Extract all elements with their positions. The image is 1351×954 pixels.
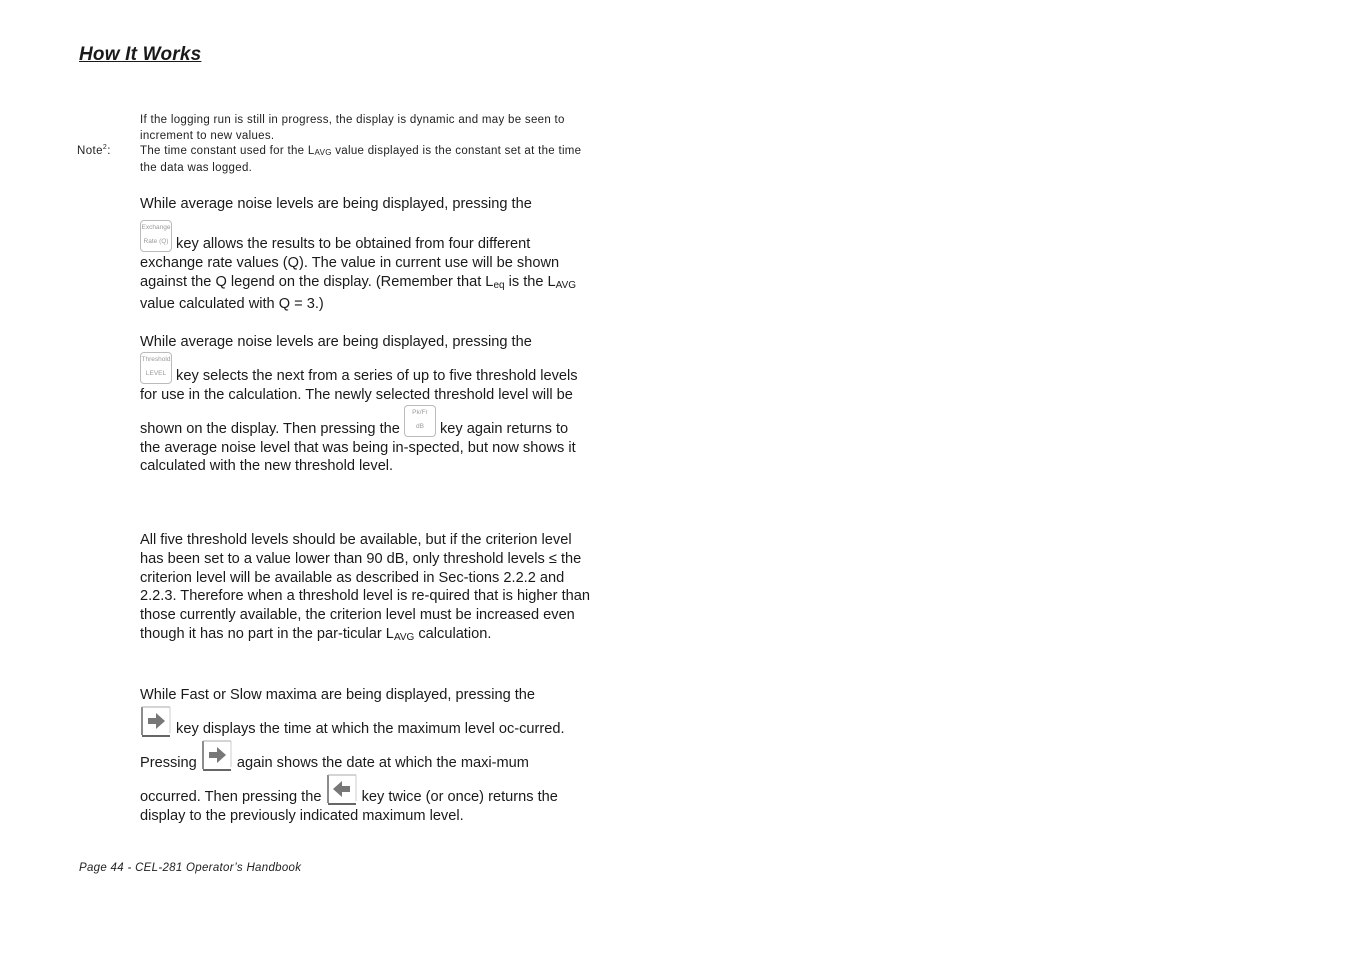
- right-arrow-key-icon: [140, 705, 172, 737]
- pk-fr-db-key-icon: Pk/Fr dB: [404, 405, 436, 437]
- paragraph-exchange-rate: While average noise levels are being displayed, pressing the Exchange Rate (Q) key allows the results to be obtained from four different exchange rate values (Q). The value in current use will be shown against the Q legend on the display. (Remember that $L_{eq}$ is the $L_{AVG}$ value calculated with Q = 3.): [140, 196, 577, 313]
- note-label: Note$^2$:: [77, 144, 111, 157]
- page-title: How It Works: [79, 44, 202, 65]
- threshold-level-key-icon: Threshold LEVEL: [140, 352, 172, 384]
- paragraph-maxima: While Fast or Slow maxima are being displayed, pressing the key displays the time at which the maximum level oc-curred. Pressing again shows the date at which the maxi-mum occurred. Then pressing the key twice (or once) returns the display to the previously indicated maximum level.: [140, 687, 565, 824]
- note-text: The time constant used for the $L_{AVG}$ value displayed is the constant set at the time the data was logged.: [140, 145, 582, 174]
- page-footer: Page 44 - CEL-281 Operator’s Handbook: [79, 862, 302, 874]
- paragraph-threshold: While average noise levels are being displayed, pressing the Threshold LEVEL key selects the next from a series of up to five threshold levels for use in the calculation. The newly selected threshold level will be shown on the display. Then pressing the Pk/Fr dB key again returns to the average noise level that was being in-spected, but now shows it calculated with the new threshold level.: [140, 334, 578, 475]
- left-arrow-key-icon: [326, 773, 358, 805]
- paragraph-criterion: All five threshold levels should be available, but if the criterion level has been set to a value lower than 90 dB, only threshold levels ≤ the criterion level will be available as described in Sec-tions 2.2.2 and 2.2.3. Therefore when a threshold level is re-quired that is higher than those currently available, the criterion level must be increased even though it has no part in the par-ticular $L_{AVG}$ calculation.: [140, 532, 590, 643]
- exchange-rate-key-icon: Exchange Rate (Q): [140, 220, 172, 252]
- right-arrow-key-icon-2: [201, 739, 233, 771]
- note-previous-text: If the logging run is still in progress, the display is dynamic and may be seen to increment to new values.: [140, 114, 565, 142]
